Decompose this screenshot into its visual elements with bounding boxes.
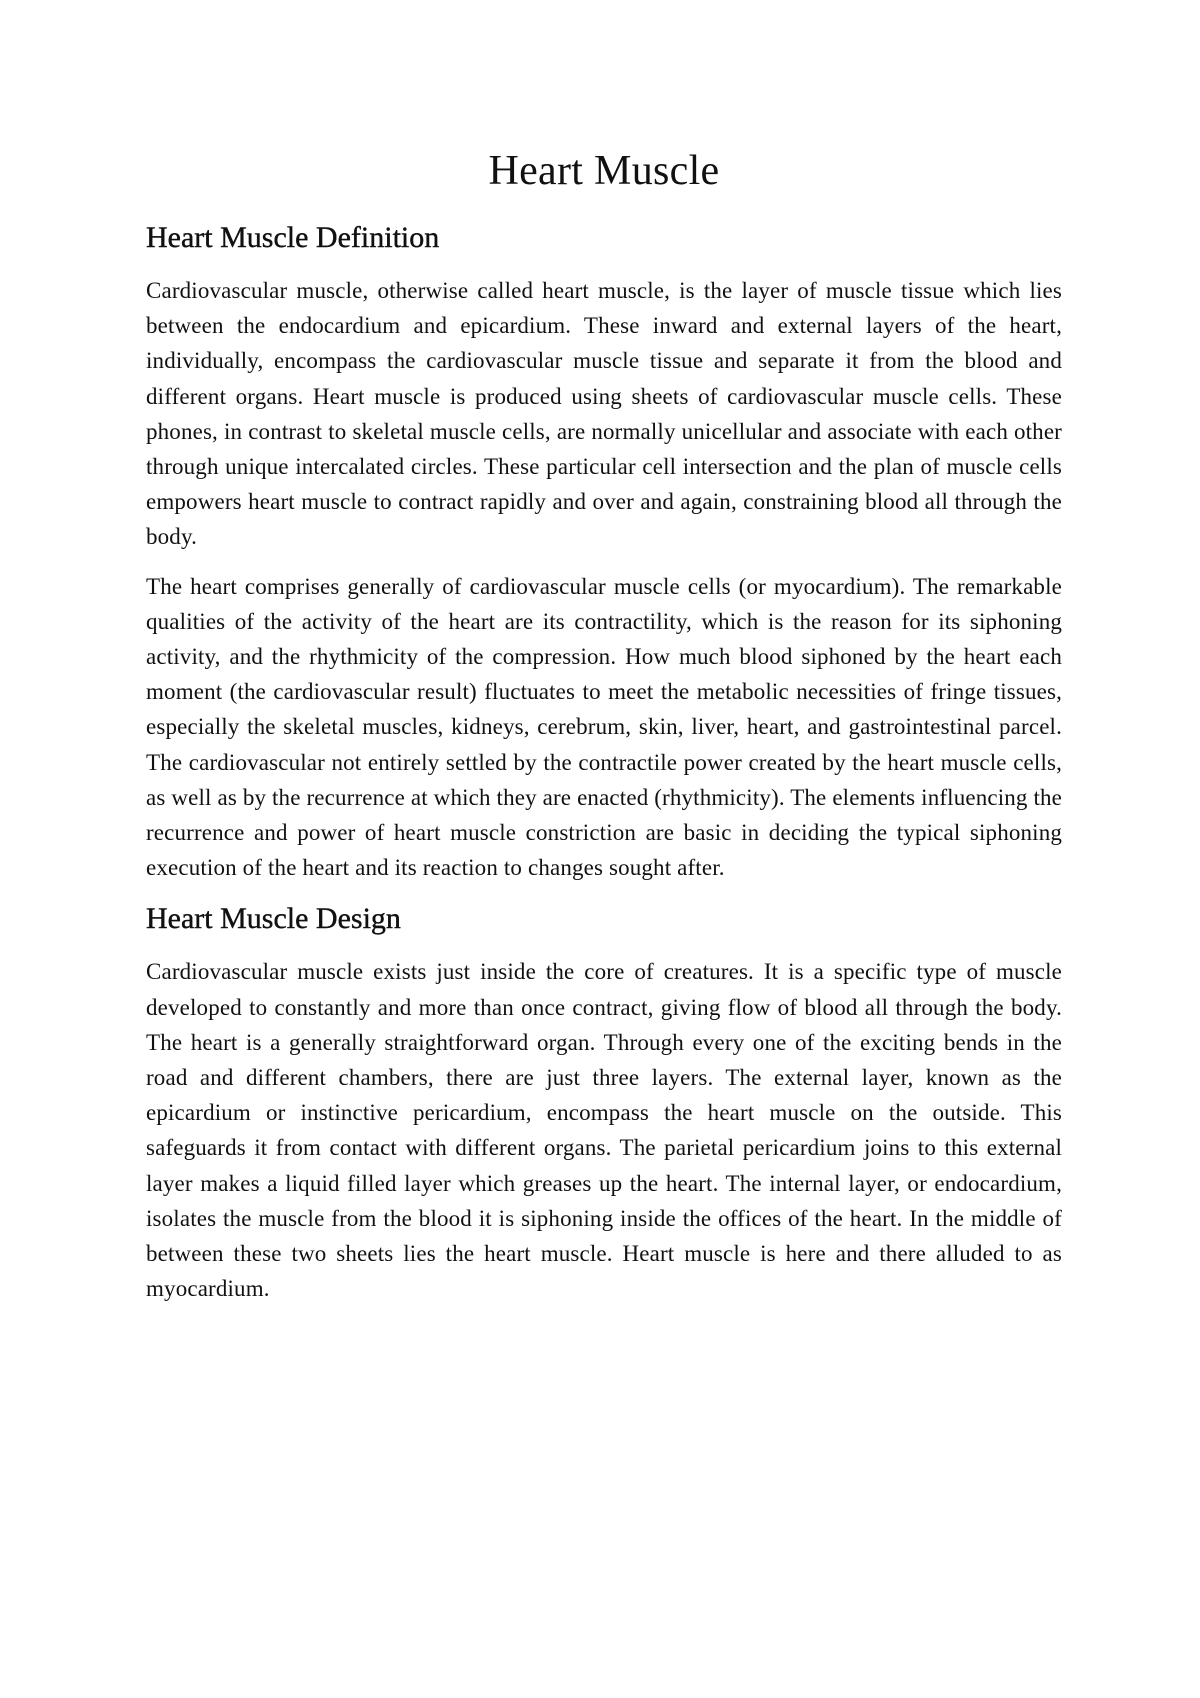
document-page [146,0,1062,1306]
paragraph-design-1: Cardiovascular muscle exists just inside the core of creatures. It is a specific type of muscle developed to constantly and more than once contract, giving flow of blood all through the body. The heart is a generally straightforward organ. Through every one of the exciting bends in the road and different chambers, there are just three layers. The external layer, known as the epicardium or instinctive pericardium, encompass the heart muscle on the outside. This safeguards it from contact with different organs. The parietal pericardium joins to this external layer makes a liquid filled layer which greases up the heart. The internal layer, or endocardium, isolates the muscle from the blood it is siphoning inside the offices of the heart. In the middle of between these two sheets lies the heart muscle. Heart muscle is here and there alluded to as myocardium. [146,959,1062,1302]
paragraph-definition-2: The heart comprises generally of cardiovascular muscle cells (or myocardium). The remarkable qualities of the activity of the heart are its contractility, which is the reason for its siphoning activity, and the rhythmicity of the compression. How much blood siphoned by the heart each moment (the cardiovascular result) fluctuates to meet the metabolic necessities of fringe tissues, especially the skeletal muscles, kidneys, cerebrum, skin, liver, heart, and gastrointestinal parcel. The cardiovascular not entirely settled by the contractile power created by the heart muscle cells, as well as by the recurrence at which they are enacted (rhythmicity). The elements influencing the recurrence and power of heart muscle constriction are basic in deciding the typical siphoning execution of the heart and its reaction to changes sought after. [146,573,1063,881]
section-heading-design: Heart Muscle Design [146,902,401,936]
document-title: Heart Muscle [488,148,720,194]
paragraph-definition-1: Cardiovascular muscle, otherwise called heart muscle, is the layer of muscle tissue which lies between the endocardium and epicardium. These inward and external layers of the heart, individually, encompass the cardiovascular muscle tissue and separate it from the blood and different organs. Heart muscle is produced using sheets of cardiovascular muscle cells. These phones, in contrast to skeletal muscle cells, are normally unicellular and associate with each other through unique intercalated circles. These particular cell intersection and the plan of muscle cells empowers heart muscle to contract rapidly and over and again, constraining blood all through the body. [146,278,1062,550]
section-heading-definition: Heart Muscle Definition [146,221,440,254]
